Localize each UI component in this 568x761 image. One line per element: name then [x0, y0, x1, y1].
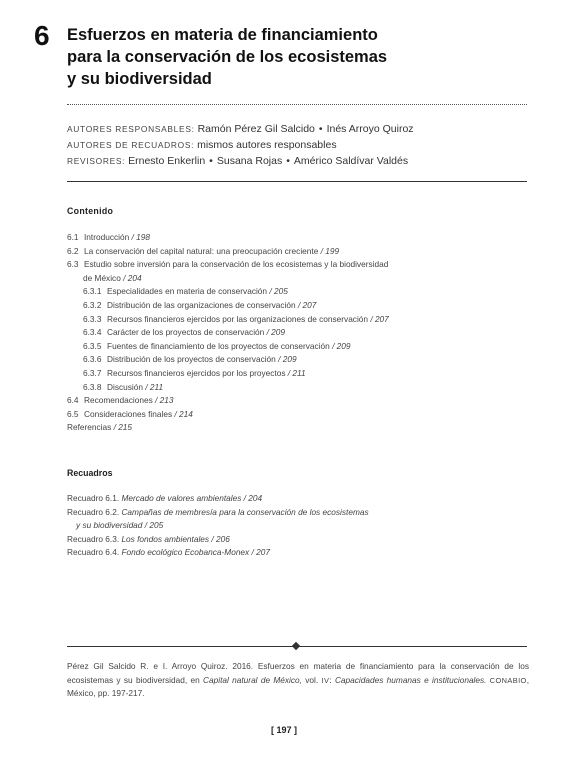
recuadro-item: Recuadro 6.4. Fondo ecológico Ecobanca-Monex / 207: [67, 547, 270, 558]
reviewer-name: Américo Saldívar Valdés: [293, 155, 409, 167]
toc-item-continuation: de México / 204: [83, 272, 142, 283]
bullet-separator: •: [318, 123, 323, 135]
recuadro-item: Recuadro 6.2. Campañas de membresía para la conservación de los ecosistemas: [67, 506, 369, 517]
bullet-separator: •: [209, 155, 213, 167]
diamond-ornament: [292, 642, 300, 650]
citation-block: Pérez Gil Salcido R. e I. Arroyo Quiroz. 2016. Esfuerzos en materia de financiamiento para la conservación de los ecosistemas y su biodiversidad, en Capital natural de México, vol. IV: Capacidades humanas e institucionales. CONABIO, México, pp. 197-217.: [67, 661, 529, 699]
toc-item: 6.4 Recomendaciones / 213: [67, 395, 174, 406]
table-of-contents: [67, 231, 537, 435]
recuadro-item-continuation: y su biodiversidad / 205: [76, 520, 164, 531]
toc-subitem: 6.3.1 Especialidades en materia de conservación / 205: [83, 286, 288, 297]
authors-responsables: [67, 121, 537, 137]
chapter-title: [67, 24, 527, 90]
chapter-title-line: Esfuerzos en materia de financiamiento: [67, 26, 378, 44]
authors-revisores-label: REVISORES:: [67, 156, 126, 166]
toc-subitem: 6.3.8 Discusión / 211: [83, 381, 164, 392]
dotted-divider: [67, 104, 527, 105]
toc-item: 6.1 Introducción / 198: [67, 232, 150, 242]
chapter-number: 6: [34, 20, 50, 51]
toc-subitem: 6.3.2 Distribución de las organizaciones de conservación / 207: [83, 299, 317, 310]
toc-item: 6.2 La conservación del capital natural: una preocupación creciente / 199: [67, 245, 340, 256]
bullet-separator: •: [286, 155, 290, 167]
toc-subitem: 6.3.6 Distribución de los proyectos de conservación / 209: [83, 354, 297, 365]
toc-item: 6.5 Consideraciones finales / 214: [67, 408, 193, 419]
reviewer-name: Susana Rojas: [216, 155, 283, 167]
authors-recuadros-label: AUTORES DE RECUADROS:: [67, 140, 195, 150]
toc-subitem: 6.3.4 Carácter de los proyectos de conservación / 209: [83, 327, 286, 338]
toc-subitem: 6.3.7 Recursos financieros ejercidos por los proyectos / 211: [83, 367, 306, 378]
page-number: [ 197 ]: [270, 725, 297, 735]
author-name: Ramón Pérez Gil Salcido: [197, 123, 315, 135]
toc-item: Referencias / 215: [67, 422, 133, 433]
top-rule: [67, 181, 527, 182]
toc-item: 6.3 Estudio sobre inversión para la conservación de los ecosistemas y la biodiversidad: [67, 259, 389, 270]
authors-recuadros-value: mismos autores responsables: [197, 139, 337, 151]
reviewer-name: Ernesto Enkerlin: [128, 155, 206, 167]
author-name: Inés Arroyo Quiroz: [326, 123, 414, 135]
toc-subitem: 6.3.3 Recursos financieros ejercidos por las organizaciones de conservación / 207: [83, 313, 389, 324]
recuadros-heading: Recuadros: [67, 468, 113, 478]
recuadro-item: Recuadro 6.1. Mercado de valores ambientales / 204: [67, 493, 263, 503]
toc-subitem: 6.3.5 Fuentes de financiamiento de los proyectos de conservación / 209: [83, 340, 351, 351]
chapter-title-line: para la conservación de los ecosistemas: [67, 48, 388, 66]
recuadro-item: Recuadro 6.3. Los fondos ambientales / 206: [67, 533, 230, 544]
recuadros-list: [67, 492, 537, 560]
authors-responsables-label: AUTORES RESPONSABLES:: [67, 124, 195, 134]
authors-block: [67, 121, 537, 169]
contenido-heading: Contenido: [67, 206, 114, 216]
chapter-title-line: y su biodiversidad: [67, 70, 212, 88]
authors-revisores: [67, 153, 537, 169]
authors-recuadros: [67, 137, 537, 153]
